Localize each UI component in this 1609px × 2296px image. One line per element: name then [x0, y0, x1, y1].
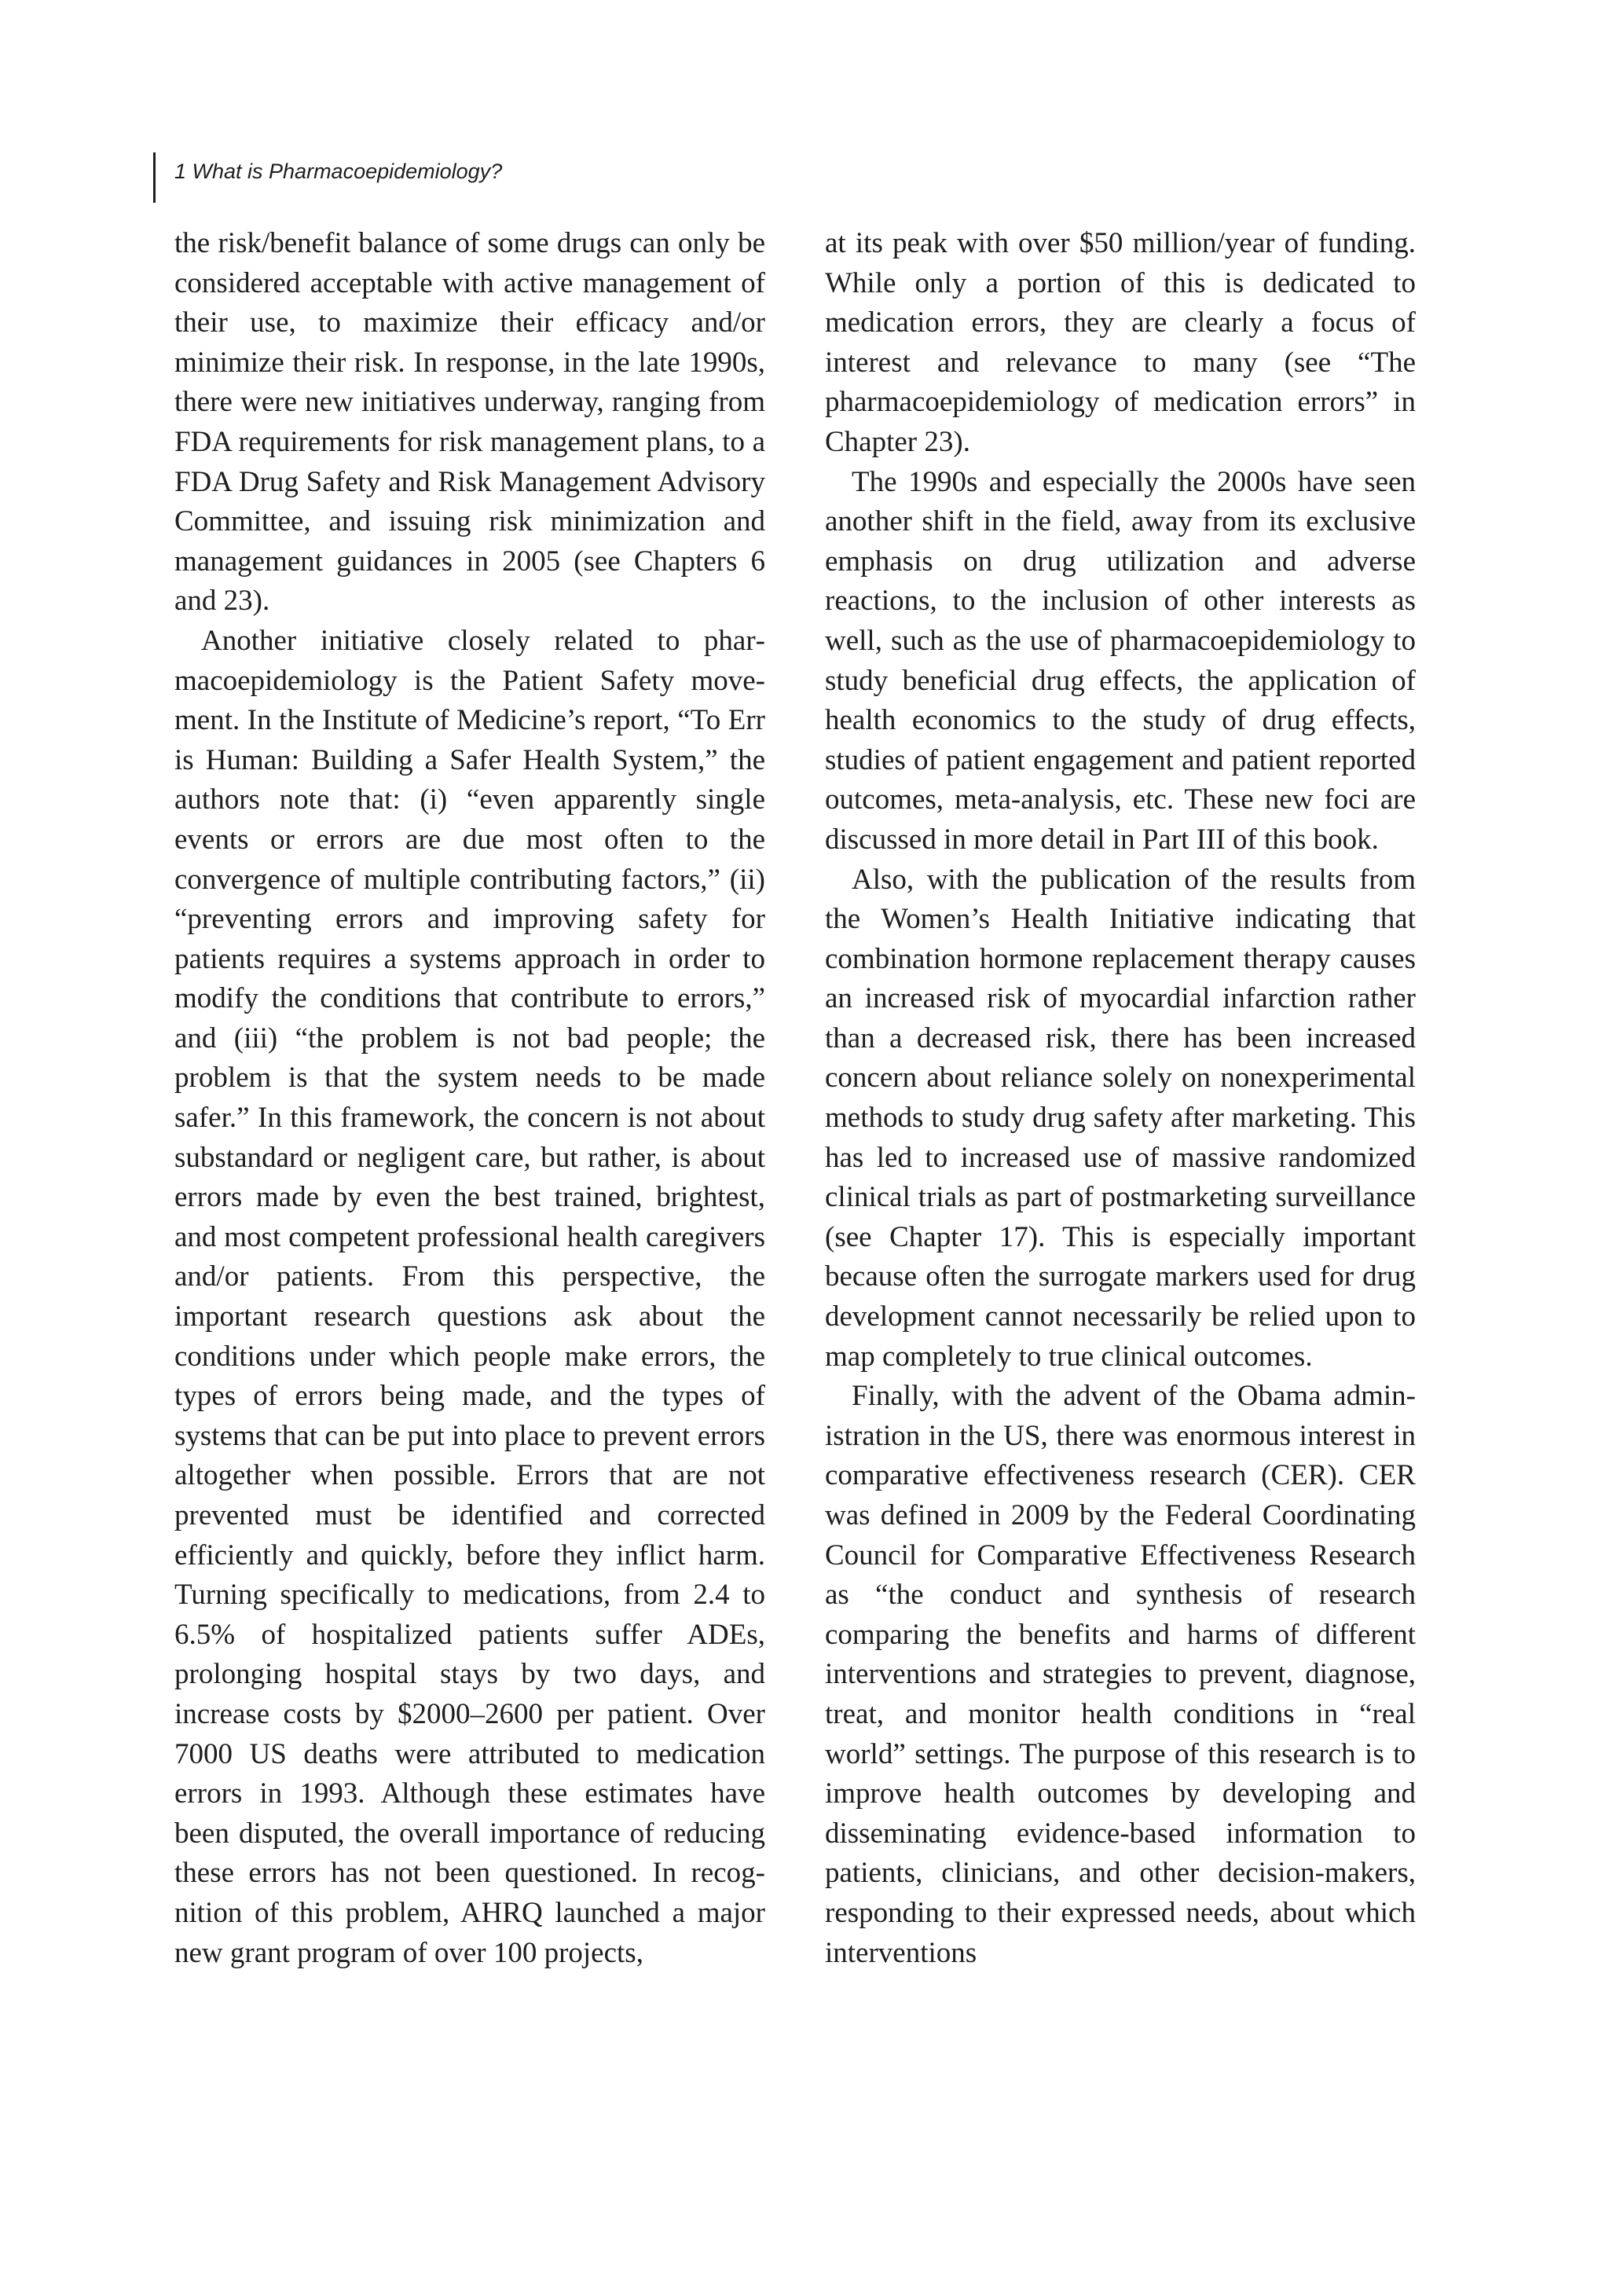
header-divider: [153, 152, 156, 203]
paragraph: Finally, with the advent of the Obama administration in the US, there was enormous interest in comparative effectiveness research (CER). CER was defined in 2009 by the Federal Coordinating Council for Comparative Effectiveness Research as “the conduct and synthesis of research comparing the benefits and harms of different interventions and strategies to prevent, diagnose, treat, and monitor health conditions in “real world” settings. The purpose of this research is to improve health outcomes by developing and disseminating evidence-based information to patients, clinicians, and other decision-makers, responding to their expressed needs, about which interventions: [825, 1380, 1416, 1969]
page-header: [0, 154, 629, 201]
paragraph: the risk/benefit balance of some drugs can only be considered acceptable with active management of their use, to maximize their efficacy and/or minimize their risk. In response, in the late 1990s, there were new initiatives underway, ranging from FDA requirements for risk management plans, to a FDA Drug Safety and Risk Management Advisory Committee, and issuing risk minimization and management guidances in 2005 (see Chapters 6 and 23).: [174, 227, 765, 618]
right-column: [825, 224, 1416, 1973]
left-column: [174, 224, 765, 1973]
paragraph: Also, with the publication of the results from the Women’s Health Initiative indicating that combination hormone replacement therapy causes an increased risk of myocardial infarction rather than a decreased risk, there has been increased concern about reliance solely on nonexperimental methods to study drug safety after marketing. This has led to increased use of massive randomized clinical trials as part of postmarketing surveillance (see Chapter 17). This is especially important because often the surrogate markers used for drug development cannot necessarily be relied upon to map completely to true clinical outcomes.: [825, 863, 1416, 1373]
running-head: 1 What is Pharmacoepidemiology?: [174, 160, 503, 183]
paragraph: Another initiative closely related to pharmacoepidemiology is the Patient Safety movement. In the Institute of Medicine’s report, “To Err is Human: Building a Safer Health System,” the authors note that: (i) “even apparently single events or errors are due most often to the convergence of multiple contributing factors,” (ii) “preventing errors and improving safety for patients requires a systems approach in order to modify the conditions that contribute to errors,” and (iii) “the problem is not bad people; the problem is that the system needs to be made safer.” In this framework, the concern is not about substandard or negligent care, but rather, is about errors made by even the best trained, brightest, and most competent professional health caregivers and/or patients. From this perspective, the important research questions ask about the conditions under which people make errors, the types of errors being made, and the types of systems that can be put into place to prevent errors altogether when possible. Errors that are not prevented must be identified and corrected efficiently and quickly, before they inflict harm. Turning specifically to medications, from 2.4 to 6.5% of hospitalized patients suffer ADEs, prolonging hospital stays by two days, and increase costs by $2000–2600 per patient. Over 7000 US deaths were attributed to medication errors in 1993. Although these estimates have been disputed, the overall importance of reducing these errors has not been questioned. In recognition of this problem, AHRQ launched a major new grant program of over 100 projects,: [174, 624, 765, 1969]
paragraph: The 1990s and especially the 2000s have seen another shift in the field, away from its exclusive emphasis on drug utilization and adverse reactions, to the inclusion of other interests as well, such as the use of pharmacoepidemiology to study beneficial drug effects, the application of health economics to the study of drug effects, studies of patient engagement and patient reported outcomes, meta-analysis, etc. These new foci are discussed in more detail in Part III of this book.: [825, 465, 1416, 856]
paragraph: at its peak with over $50 million/year of funding. While only a portion of this is dedicated to medication errors, they are clearly a focus of interest and relevance to many (see “The pharmacoepidemiology of medication errors” in Chapter 23).: [825, 227, 1416, 458]
